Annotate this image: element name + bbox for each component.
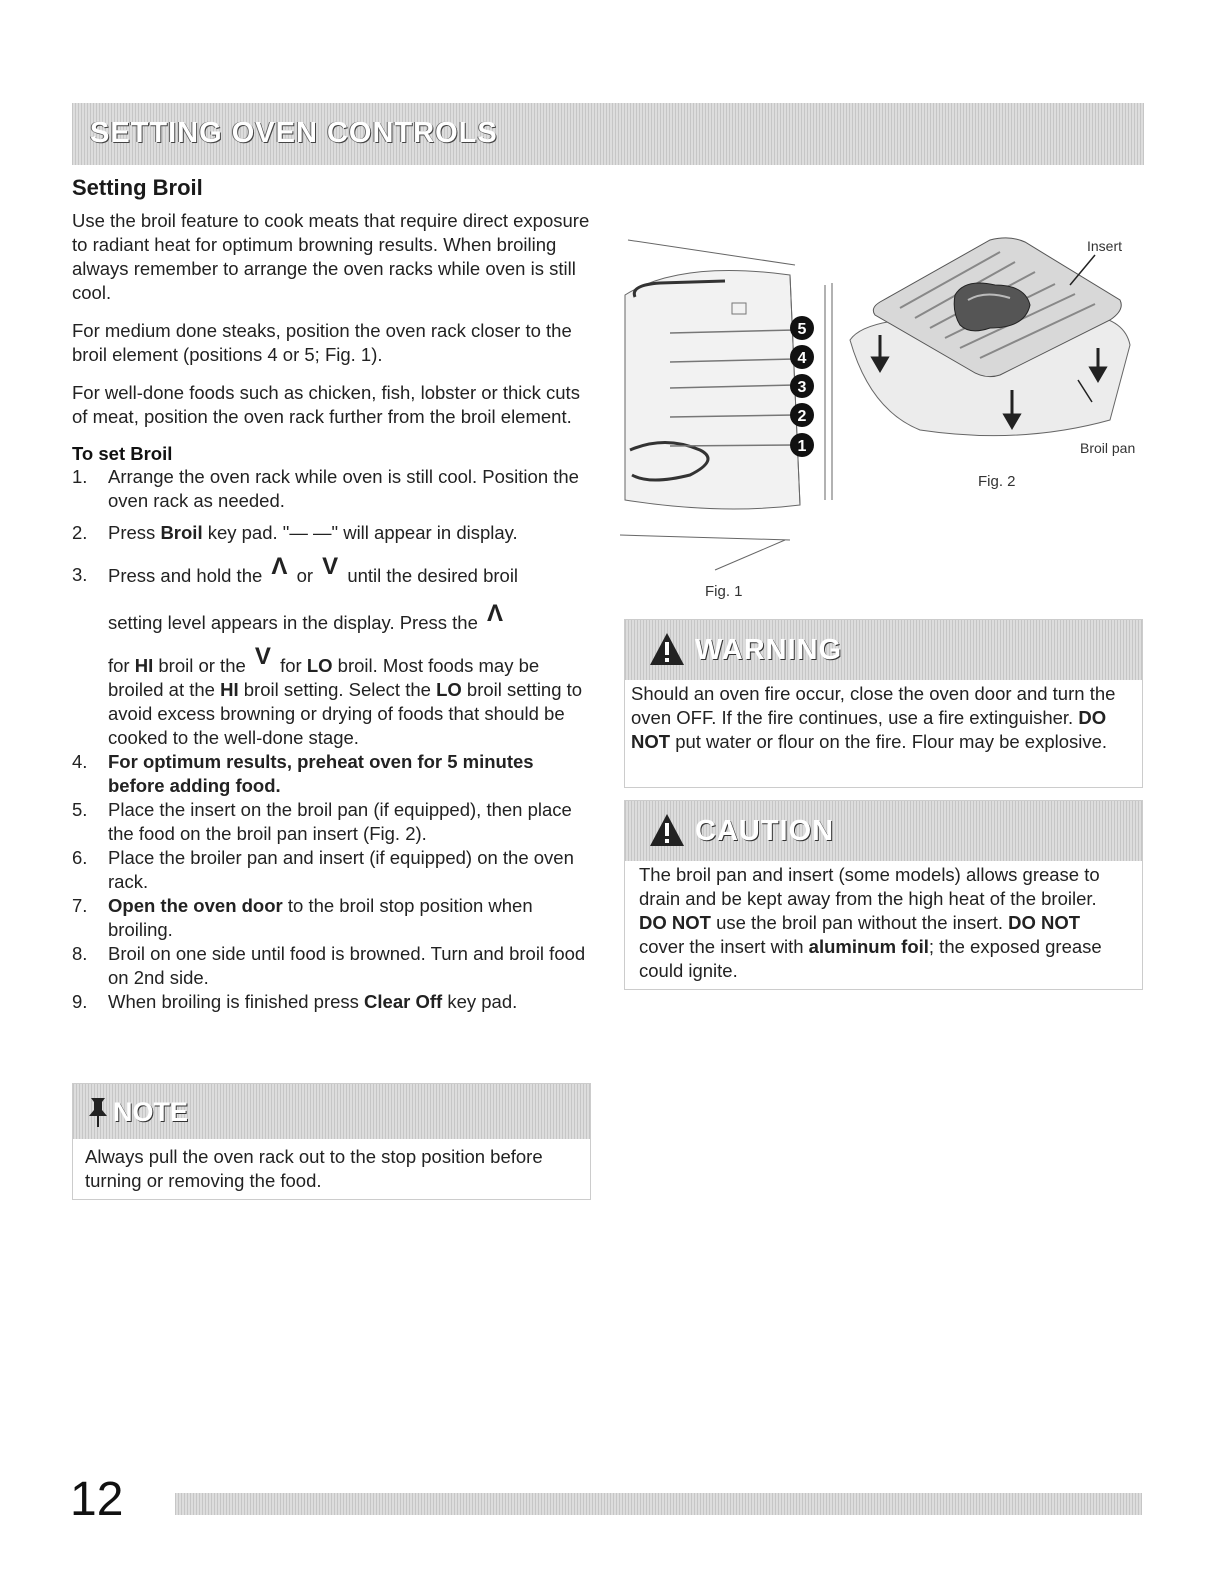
step-9: 9. When broiling is finished press Clear Off key pad. (72, 991, 518, 1012)
warning-triangle-icon (649, 632, 685, 666)
warning-text: Should an oven fire occur, close the oven door and turn the oven OFF. If the fire continues, use a fire extinguisher. DO NOT put water or flour on the fire. Flour may be explosive. (631, 683, 1116, 752)
fig2-caption: Fig. 2 (978, 473, 1016, 490)
up-arrow-icon: Λ (487, 600, 504, 627)
broil-pan-insert-figure (840, 230, 1140, 470)
up-arrow-icon: Λ (271, 553, 288, 580)
insert-label: Insert (1087, 238, 1123, 254)
warning-header (625, 620, 1142, 680)
step-2: 2. Press Broil key pad. "— —" will appear in display. (72, 522, 518, 543)
down-arrow-icon: V (322, 553, 339, 580)
section-banner (72, 103, 1144, 165)
step-8: 8. Broil on one side until food is browned. Turn and broil food on 2nd side. (72, 943, 586, 988)
page-number: 12 (70, 1473, 124, 1526)
well-done-paragraph: For well-done foods such as chicken, fish, lobster or thick cuts of meat, position the oven rack further from the broil element. (72, 382, 580, 427)
warning-box (624, 619, 1143, 788)
step-5: 5. Place the insert on the broil pan (if equipped), then place the food on the broil pan insert (Fig. 2). (72, 799, 572, 844)
step-4: 4. For optimum results, preheat oven for 5 minutes before adding food. (72, 751, 534, 796)
note-text: Always pull the oven rack out to the stop position before turning or removing the food. (85, 1146, 543, 1191)
steps-heading: To set Broil (72, 443, 173, 464)
step-3: 3. Press and hold the Λ or V until the desired broil setting level appears in the display. Press the Λ for HI broil or the V for LO broil. Most foods may be broiled at the HI broil setting. Select the LO broil setting to avoid excess browning or drying of foods that should be cooked to the well-done stage. (72, 553, 583, 748)
step-6: 6. Place the broiler pan and insert (if equipped) on the oven rack. (72, 847, 574, 892)
oven-rack-positions-figure (620, 235, 850, 575)
footer-bar (175, 1493, 1142, 1515)
rack-position-number: 4 (797, 350, 807, 367)
rack-position-number: 3 (797, 379, 807, 396)
main-column (72, 175, 592, 1014)
clear-off-key-label: Clear Off (364, 991, 443, 1012)
broil-pan-label: Broil pan (1080, 440, 1136, 456)
down-arrow-icon: V (254, 643, 271, 670)
intro-paragraph: Use the broil feature to cook meats that require direct exposure to radiant heat for optimum browning results. When broiling always remember to arrange the oven racks while oven is still cool. (72, 210, 590, 303)
pushpin-icon (87, 1096, 109, 1128)
caution-title: CAUTION (695, 815, 835, 847)
page-title: SETTING OVEN CONTROLS (90, 117, 498, 149)
caution-box (624, 800, 1143, 990)
note-header (73, 1084, 590, 1139)
caution-text: The broil pan and insert (some models) allows grease to drain and be kept away from the high heat of the broiler. DO NOT use the broil pan without the insert. DO NOT cover the insert with aluminum foil; the exposed grease could ignite. (639, 864, 1102, 981)
warning-title: WARNING (695, 634, 843, 666)
medium-steak-paragraph: For medium done steaks, position the oven rack closer to the broil element (positions 4 or 5; Fig. 1). (72, 320, 572, 365)
note-box (72, 1083, 591, 1200)
rack-position-number: 2 (797, 408, 807, 425)
step-7: 7. Open the oven door to the broil stop position when broiling. (72, 895, 533, 940)
steps-list (72, 465, 592, 1014)
rack-position-number: 5 (797, 321, 807, 338)
section-heading: Setting Broil (72, 175, 203, 200)
note-title: NOTE (113, 1097, 189, 1127)
caution-header (625, 801, 1142, 861)
step-1: 1. Arrange the oven rack while oven is still cool. Position the oven rack as needed. (72, 466, 579, 511)
broil-key-label: Broil (160, 522, 203, 543)
fig1-caption: Fig. 1 (705, 583, 743, 600)
rack-position-number: 1 (797, 438, 807, 455)
caution-triangle-icon (649, 813, 685, 847)
